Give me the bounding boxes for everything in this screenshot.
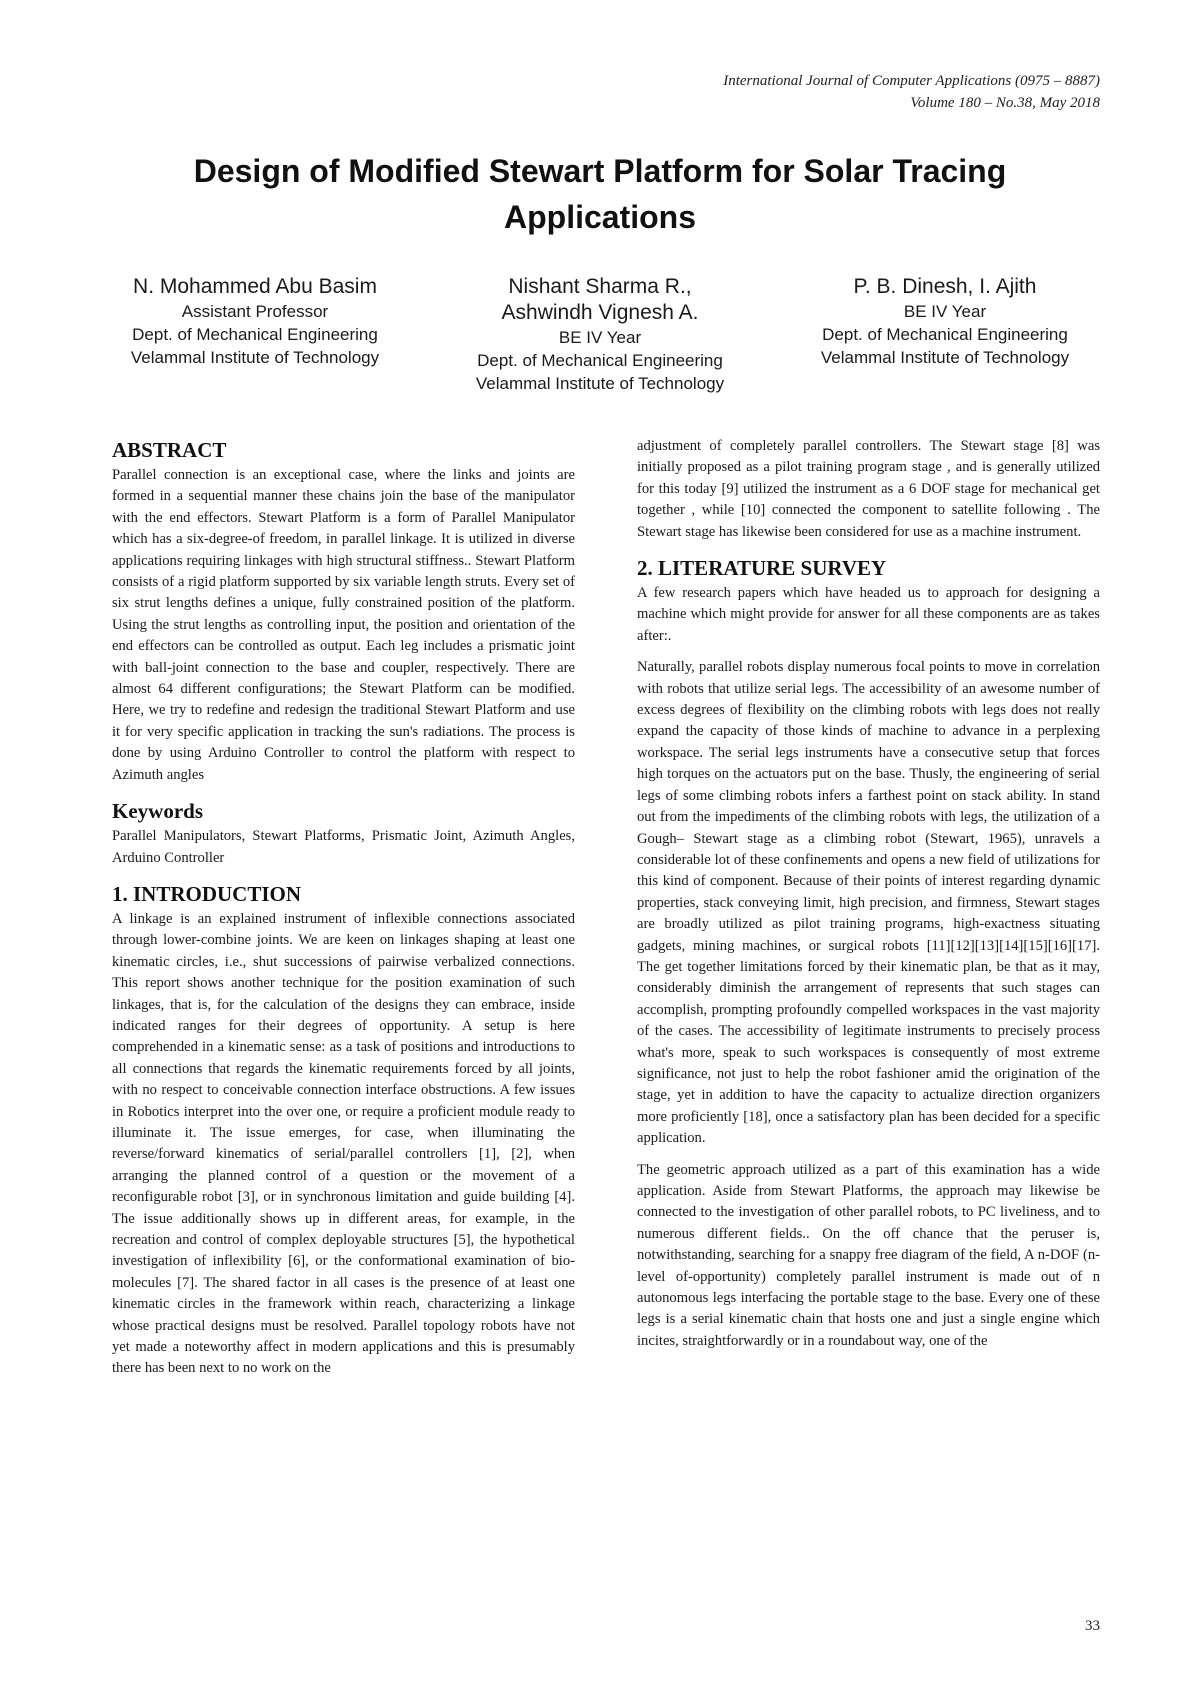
keywords-heading: Keywords [112, 799, 203, 824]
introduction-text: A linkage is an explained instrument of inflexible connections associated through lower-combine joints. We are keen on linkages shaping at least one kinematic circles, i.e., shut successions of pairwise verbalized connections. This report shows another technique for the position examination of such linkages, that is, for the calculation of the designs they can embrace, inside indicated ranges for their degrees of opportunity. A setup is here comprehended in a kinematic sense: as a task of positions and introductions to all connections that regards the kinematic requirements forced by all joints, with no respect to conceivable connection interface obstructions. A few issues in Robotics interpret into the over one, or require a proficient module ready to illuminate it. The issue emerges, for case, when illuminating the reverse/forward kinematics of serial/parallel controllers [1], [2], when arranging the planned control of a question or the movement of a reconfigurable robot [3], or in synchronous limitation and guide building [4]. The issue additionally shows up in different areas, for example, in the recreation and control of complex deployable structures [5], the hypothetical investigation of inflexibility [6], or the conformational examination of bio-molecules [7]. The shared factor in all cases is the presence of at least one kinematic circles in the framework within reach, characterizing a linkage whose practical designs must be resolved. Parallel topology robots have not yet made a noteworthy affect in modern applications and this is presumably there has been next to no work on the [112, 910, 575, 1377]
author-name: P. B. Dinesh, I. Ajith [853, 275, 1037, 298]
author-name: Ashwindh Vignesh A. [501, 301, 699, 324]
author-name: Nishant Sharma R., [508, 275, 692, 298]
author-1 [100, 274, 410, 395]
left-column [112, 437, 575, 1380]
abstract-heading: ABSTRACT [112, 438, 227, 462]
journal-volume: Volume 180 – No.38, May 2018 [910, 95, 1100, 111]
author-position: BE IV Year [903, 302, 987, 321]
journal-name: International Journal of Computer Applications (0975 – 8887) [723, 73, 1100, 89]
author-3 [790, 274, 1100, 395]
author-position: Assistant Professor [181, 302, 329, 321]
author-name: N. Mohammed Abu Basim [133, 275, 377, 298]
continuation-paragraph: adjustment of completely parallel controllers. The Stewart stage [8] was initially proposed as a pilot training program stage , and is generally utilized for this today [9] utilized the instrument as a 6 DOF stage for mechanical get together , while [10] connected the component to satellite following . The Stewart stage has likewise been considered for use as a machine instrument. [637, 438, 1100, 540]
author-department: Dept. of Mechanical Engineering [132, 325, 378, 344]
title-line-2: Applications [503, 199, 696, 235]
author-position: BE IV Year [558, 328, 642, 347]
author-2 [445, 274, 755, 395]
author-institute: Velammal Institute of Technology [130, 348, 380, 367]
author-institute: Velammal Institute of Technology [475, 374, 725, 393]
right-column [637, 436, 1100, 1352]
paper-title [100, 148, 1100, 240]
survey-paragraph-3: The geometric approach utilized as a part of this examination has a wide application. Aside from Stewart Platforms, the approach may likewise be connected to the investigation of other parallel robots, to PC liveliness, and to numerous different fields.. On the off chance that the peruser is, notwithstanding, searching for a snappy free diagram of the field, A n-DOF (n-level of-opportunity) completely parallel instrument is made out of n autonomous legs interfacing the portable stage to the base. Every one of these legs is a serial kinematic chain that hosts one and just a single engine which incites, straightforwardly or in a roundabout way, one of the [637, 1161, 1100, 1349]
abstract-text: Parallel connection is an exceptional case, where the links and joints are formed in a sequential manner these chains join the base of the manipulator with the end effectors. Stewart Platform is a form of Parallel Manipulator which has a six-degree-of freedom, in parallel linkage. It is utilized in diverse applications requiring linkages with high structural stiffness.. Stewart Platform consists of a rigid platform supported by six variable length struts. Every set of six strut lengths defines a unique, fully constrained position of the platform. Using the strut lengths as controlling input, the position and orientation of the end effectors can be controlled as output. Each leg includes a prismatic joint with ball-joint connection to the base and coupler, respectively. There are almost 64 different configurations; the Stewart Platform can be modified. Here, we try to redefine and redesign the traditional Stewart Platform and use it for very specific application in tracking the sun's radiations. The process is done by using Arduino Controller to control the platform with respect to Azimuth angles [112, 467, 575, 783]
introduction-heading: 1. INTRODUCTION [112, 881, 302, 906]
journal-header [723, 70, 1100, 114]
author-department: Dept. of Mechanical Engineering [477, 351, 723, 370]
title-line-1: Design of Modified Stewart Platform for Solar Tracing [193, 153, 1007, 189]
survey-paragraph-1: A few research papers which have headed us to approach for designing a machine which might provide for answer for all these components are as takes after:. [637, 585, 1100, 644]
author-institute: Velammal Institute of Technology [820, 348, 1070, 367]
page-number: 33 [1085, 1618, 1100, 1634]
survey-paragraph-2: Naturally, parallel robots display numerous focal points to move in correlation with robots that utilize serial legs. The accessibility of an awesome number of excess degrees of flexibility on the climbing robots with legs does not really expand the capacity of those kinds of machine to advance in a perplexing workspace. The serial legs instruments have a consecutive setup that forces high torques on the actuators put on the base. Thusly, the engineering of serial legs of some climbing robots infers a farthest point on stack ability. In stand out from the impediments of the climbing robots with legs, the utilization of a Gough– Stewart stage as a climbing robot (Stewart, 1965), unravels a considerable lot of these confinements and opens a new field of utilizations for this kind of component. Because of their points of interest regarding dynamic properties, stack conveying limit, high precision, and firmness, Stewart stages are broadly utilized as pilot training programs, high-exactness situating gadgets, mining machines, or surgical robots [11][12][13][14][15][16][17]. The get together limitations forced by their kinematic plan, be that as it may, considerably diminish the arrangement of represents that such stages can accomplish, prompting profoundly compelled workspaces in the vast majority of the cases. The accessibility of legitimate instruments to precisely process what's more, speak to such workspaces is consequently of most extreme significance, not just to help the robot fashioner amid the origination of the stage, yet in addition to have the capacity to actualize direction organizers more proficiently [18], once a satisfactory plan has been decided for a specific application. [637, 659, 1100, 1147]
author-block [100, 274, 1100, 395]
keywords-text: Parallel Manipulators, Stewart Platforms, Prismatic Joint, Azimuth Angles, Arduino Controller [112, 828, 575, 866]
literature-survey-heading: 2. LITERATURE SURVEY [637, 556, 887, 581]
author-department: Dept. of Mechanical Engineering [822, 325, 1068, 344]
